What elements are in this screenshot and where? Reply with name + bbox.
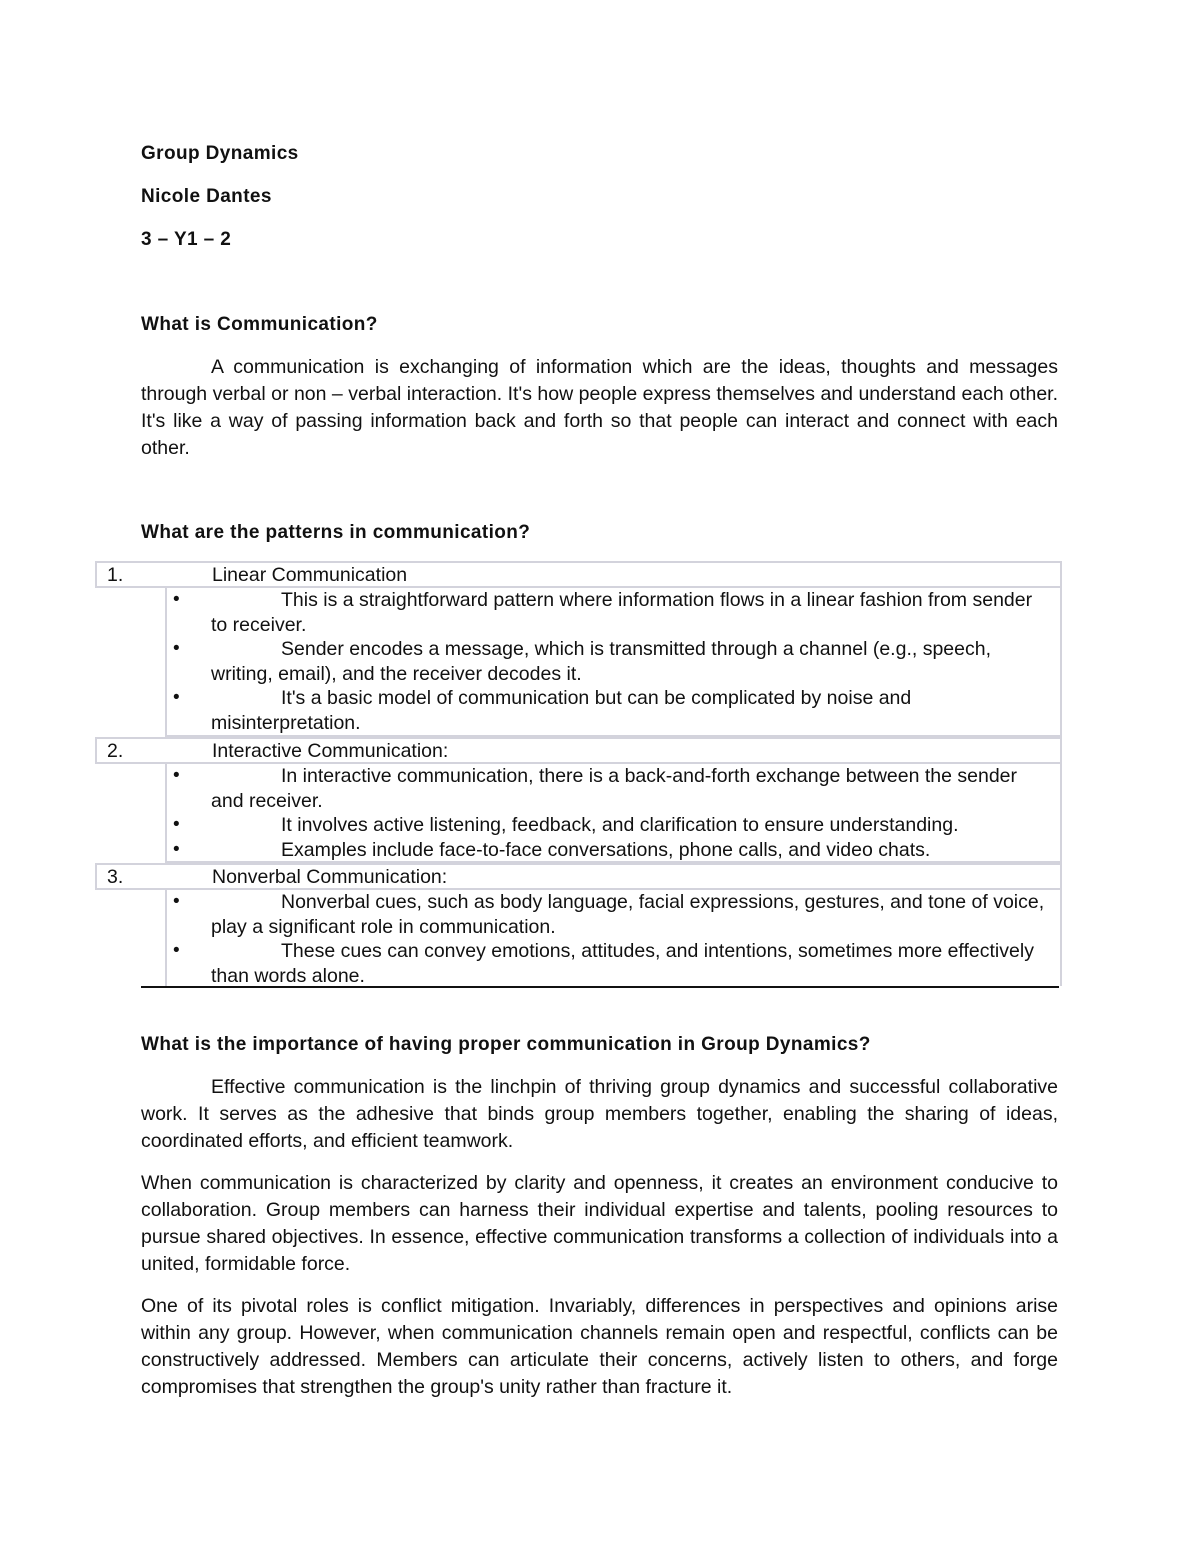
bullet-text: Sender encodes a message, which is transmitted through a channel (e.g., speech, writing, email), and the receiver decodes it. <box>211 638 991 685</box>
pattern-title: Interactive Communication: <box>212 740 449 762</box>
communication-definition: A communication is exchanging of information which are the ideas, thoughts and messages through verbal or non – verbal interaction. It's how people express themselves and understand each other. It's like a way of passing information back and forth so that people can interact and connect with each other. <box>141 356 1058 459</box>
bullet-text: Examples include face-to-face conversations, phone calls, and video chats. <box>281 838 931 861</box>
bullet-icon: • <box>173 687 180 708</box>
pattern-title: Linear Communication <box>212 564 408 586</box>
pattern-bullets <box>165 764 1062 863</box>
bullet-text: Nonverbal cues, such as body language, facial expressions, gestures, and tone of voice, play a significant role in communication. <box>211 891 1045 938</box>
pattern-number: 3. <box>107 866 124 888</box>
importance-paragraph: Effective communication is the linchpin of thriving group dynamics and successful collaborative work. It serves as the adhesive that binds group members together, enabling the sharing of ideas, coordinated efforts, and efficient teamwork. <box>141 1076 1058 1152</box>
pattern-row <box>95 561 1062 588</box>
bullet-item <box>167 838 1060 863</box>
author-name: Nicole Dantes <box>141 186 272 207</box>
bullet-text: This is a straightforward pattern where information flows in a linear fashion from sender to receiver. <box>211 589 1033 636</box>
bullet-text: In interactive communication, there is a back-and-forth exchange between the sender and receiver. <box>211 765 1018 812</box>
bullet-item <box>167 588 1060 637</box>
bullet-icon: • <box>173 940 180 961</box>
pattern-bullets <box>165 588 1062 737</box>
bullet-icon: • <box>173 891 180 912</box>
bullet-text: It's a basic model of communication but can be complicated by noise and misinterpretation. <box>211 687 912 734</box>
bullet-icon: • <box>173 814 180 835</box>
pattern-row <box>95 737 1062 764</box>
table-bottom-rule <box>141 986 1059 988</box>
pattern-bullets <box>165 890 1062 986</box>
section-code: 3 – Y1 – 2 <box>141 229 232 250</box>
pattern-number: 2. <box>107 740 124 762</box>
question-heading-communication: What is Communication? <box>141 314 378 335</box>
bullet-item <box>167 764 1060 813</box>
bullet-item <box>167 637 1060 686</box>
importance-paragraph: When communication is characterized by clarity and openness, it creates an environment conducive to collaboration. Group members can harness their individual expertise and talents, pooling resources to pursue shared objectives. In essence, effective communication transforms a collection of individuals into a united, formidable force. <box>141 1172 1058 1275</box>
bullet-text: It involves active listening, feedback, and clarification to ensure understanding. <box>281 814 959 836</box>
bullet-icon: • <box>173 765 180 786</box>
bullet-icon: • <box>173 838 180 860</box>
document-title: Group Dynamics <box>141 143 299 164</box>
importance-paragraph: One of its pivotal roles is conflict mitigation. Invariably, differences in perspectives and opinions arise within any group. However, when communication channels remain open and respectful, conflicts can be constructively addressed. Members can articulate their concerns, actively listen to others, and forge compromises that strengthen the group's unity rather than fracture it. <box>141 1295 1058 1398</box>
bullet-icon: • <box>173 638 180 659</box>
pattern-row <box>95 863 1062 890</box>
bullet-item <box>167 939 1060 988</box>
bullet-item <box>167 686 1060 735</box>
pattern-number: 1. <box>107 564 124 586</box>
bullet-item <box>167 813 1060 838</box>
pattern-title: Nonverbal Communication: <box>212 866 448 888</box>
bullet-text: These cues can convey emotions, attitudes, and intentions, sometimes more effectively than words alone. <box>211 940 1034 987</box>
bullet-icon: • <box>173 589 180 610</box>
question-heading-importance: What is the importance of having proper communication in Group Dynamics? <box>141 1034 871 1055</box>
patterns-table <box>95 561 1060 990</box>
bullet-item <box>167 890 1060 939</box>
question-heading-patterns: What are the patterns in communication? <box>141 522 531 543</box>
